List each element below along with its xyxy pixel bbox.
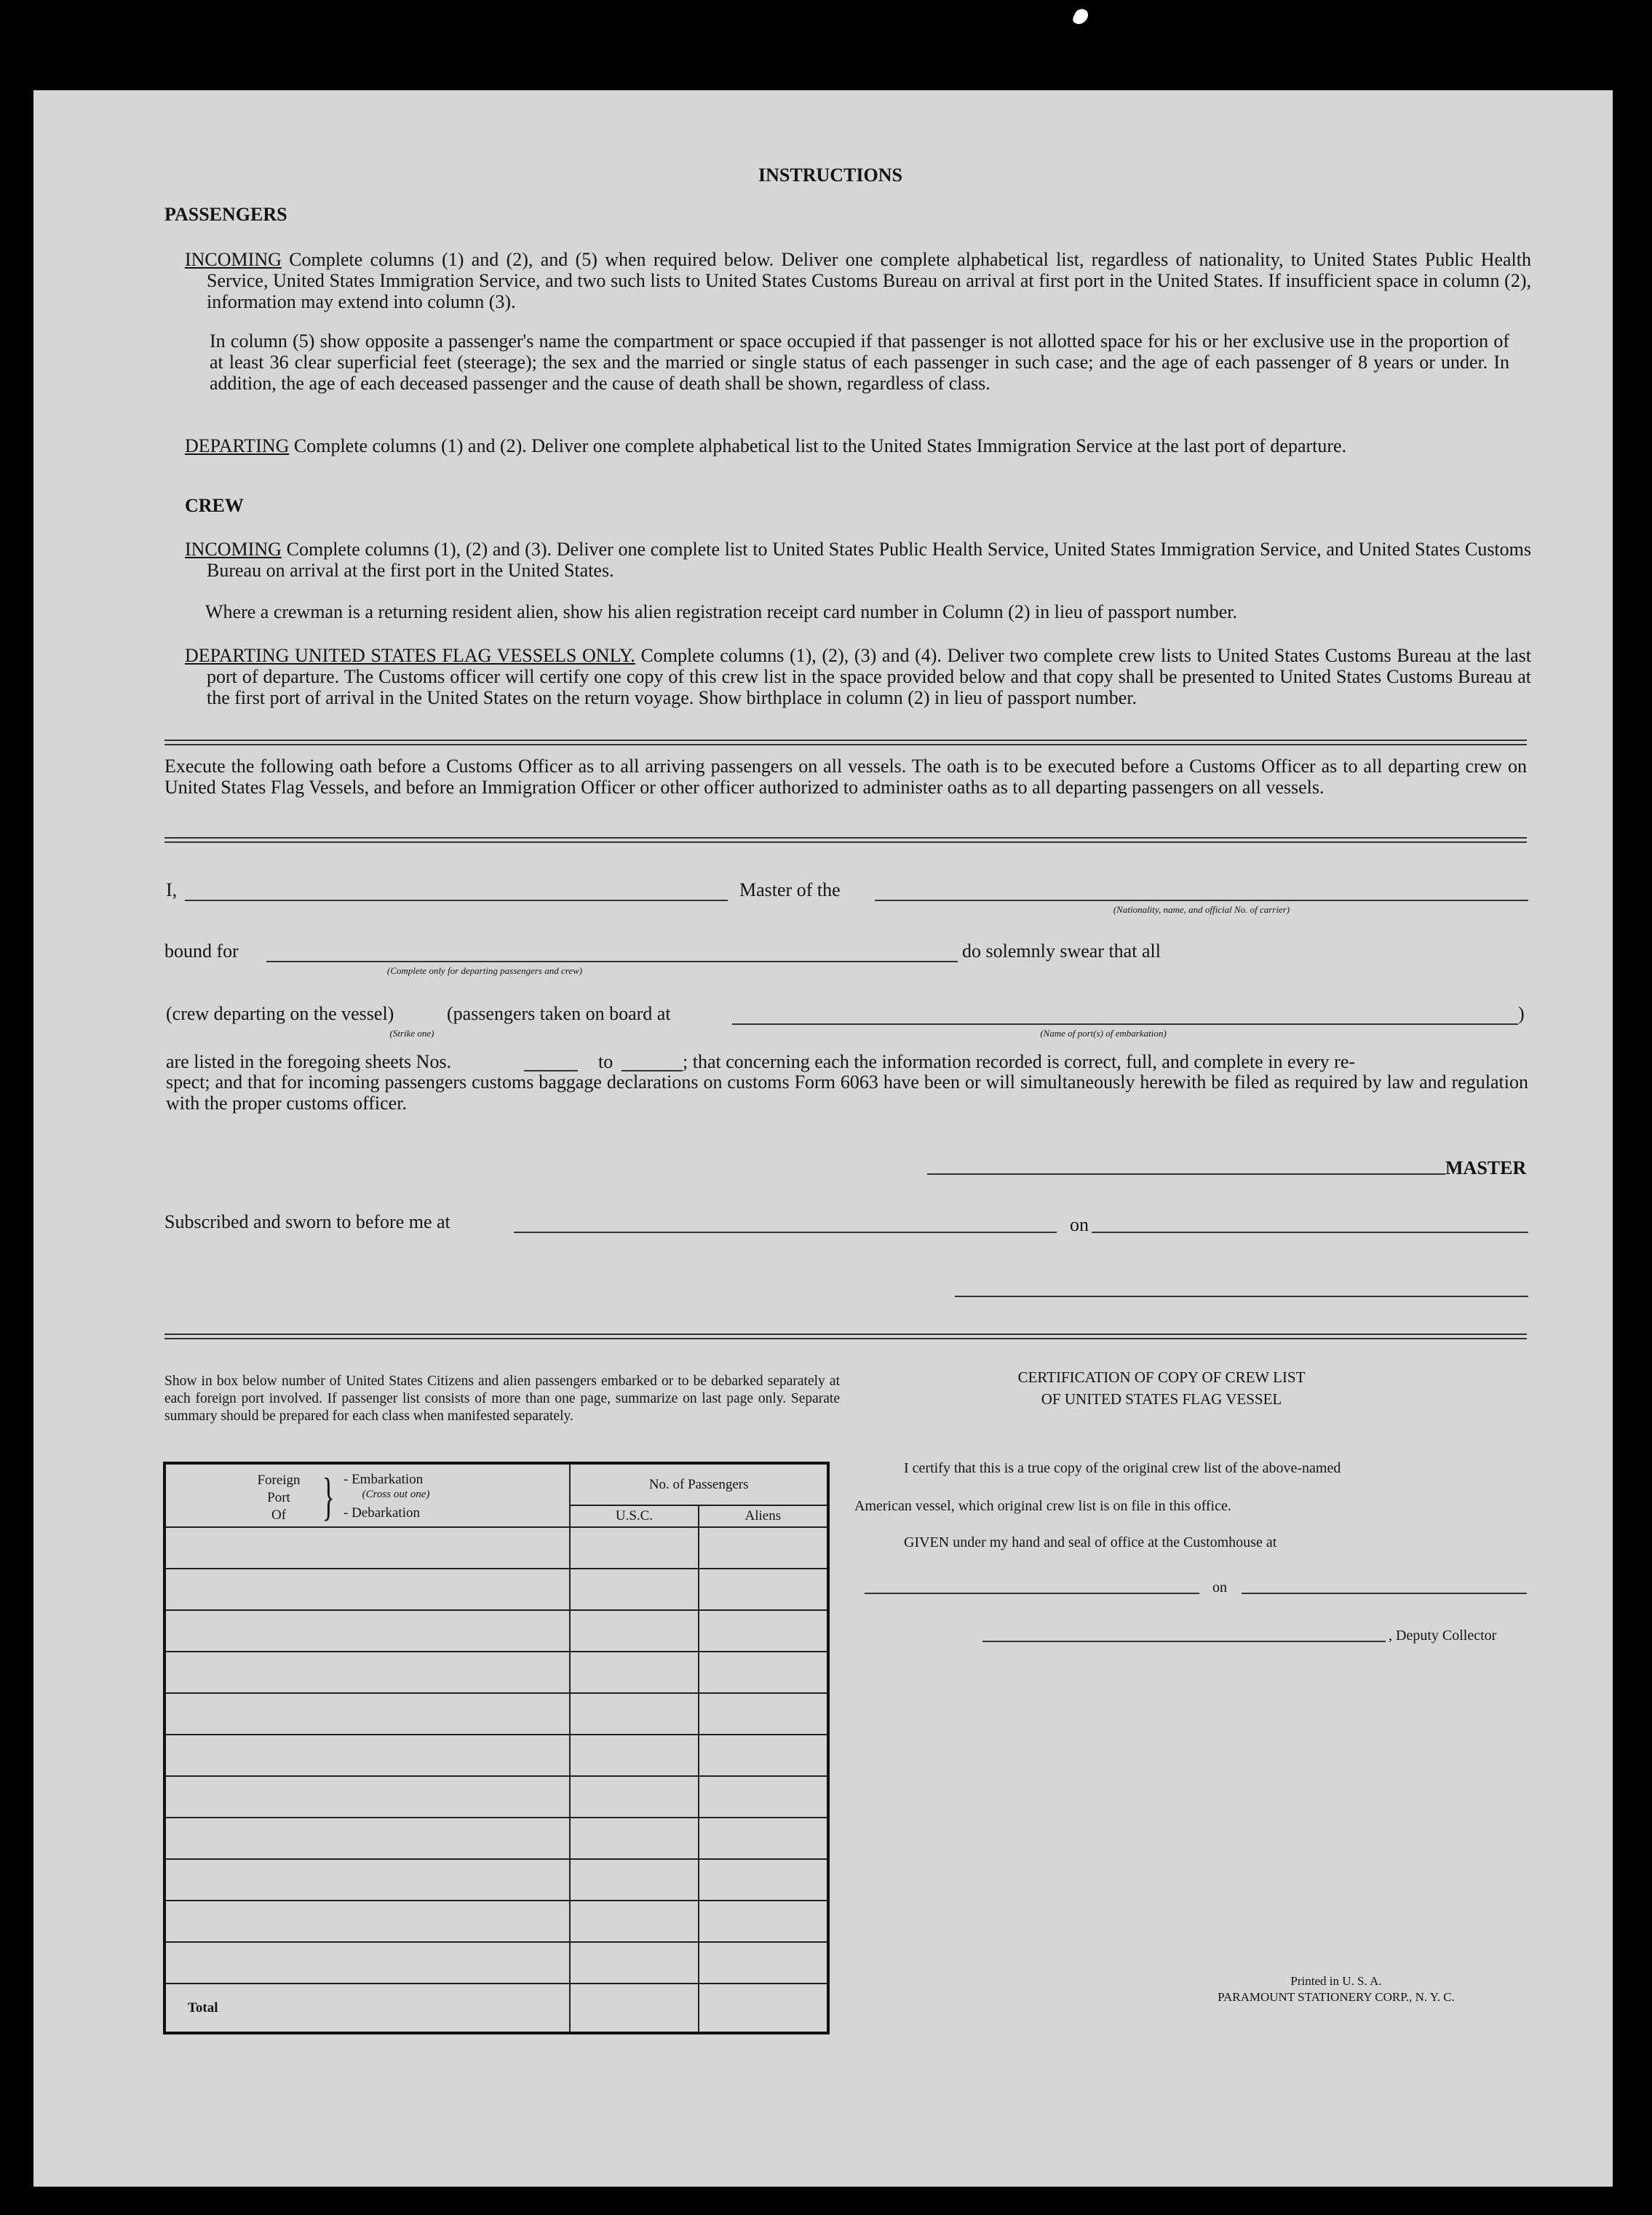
subscribed-on-label: on	[1070, 1214, 1089, 1235]
usc-header: U.S.C.	[570, 1505, 698, 1527]
table-row	[164, 1942, 828, 1984]
cross-out-label: (Cross out one)	[362, 1489, 430, 1500]
passengers-incoming-text: Complete columns (1) and (2), and (5) when required below. Deliver one complete alphabetical list, regardless of nationality, to United States Public Health Service, United States Immigration Service, and two such lists to United States Customs Bureau on arrival at first port in the United States. If insufficient space in column (2), information may extend into column (3).	[207, 249, 1531, 312]
table-row	[164, 1527, 828, 1569]
foreign-port-header	[164, 1463, 570, 1527]
master-of-the-label: Master of the	[739, 879, 841, 900]
bound-for-line[interactable]	[266, 961, 958, 962]
table-row	[164, 1693, 828, 1735]
subscribed-label: Subscribed and sworn to before me at	[164, 1211, 450, 1232]
strike-caption: (Strike one)	[389, 1028, 434, 1039]
summary-instructions: Show in box below number of United States Citizens and alien passengers embarked or to be debarked separately at each foreign port involved. If passenger list consists of more than one page, summarize on last page only. Separate summary should be prepared for each class when manifested separately.	[164, 1374, 840, 1424]
crew-incoming-text: Complete columns (1), (2) and (3). Deliver one complete list to United States Public Health Service, United States Immigration Service, and United States Customs Bureau on arrival at the first port in the United States.	[207, 539, 1531, 581]
bound-for-caption: (Complete only for departing passengers and crew)	[386, 965, 583, 976]
printer-line-1: Printed in U. S. A.	[1290, 1974, 1382, 1988]
subscribed-date-line[interactable]	[1092, 1232, 1528, 1233]
certification-on-label: on	[1212, 1580, 1227, 1596]
deputy-collector-line[interactable]	[982, 1641, 1386, 1642]
crew-incoming-label: INCOMING	[185, 539, 282, 560]
certification-title-2: OF UNITED STATES FLAG VESSEL	[1041, 1390, 1282, 1408]
passenger-summary-table	[163, 1462, 830, 2034]
crew-departing-option: (crew departing on the vessel)	[166, 1003, 394, 1024]
table-row	[164, 1776, 828, 1818]
passengers-incoming-label: INCOMING	[185, 249, 282, 270]
carrier-line[interactable]	[875, 900, 1528, 901]
debarkation-label: - Debarkation	[343, 1505, 420, 1521]
oath-instructions: Execute the following oath before a Customs Officer as to all arriving passengers on all vessels. The oath is to be executed before a Customs Officer as to all departing crew on United States Flag Vessels, and before an Immigration Officer or other officer authorized to administer oaths as to all departing passengers on all vessels.	[164, 756, 1527, 798]
table-row	[164, 1610, 828, 1652]
listed-text-b: ; that concerning each the information recorded is correct, full, and complete in every re-	[683, 1051, 1356, 1072]
crew-heading: CREW	[185, 495, 244, 516]
embarkation-label: - Embarkation	[343, 1472, 424, 1487]
listed-text-a: are listed in the foregoing sheets Nos.	[166, 1051, 452, 1072]
master-signature-line[interactable]	[927, 1173, 1445, 1175]
of-label: Of	[271, 1507, 287, 1523]
table-row	[164, 1569, 828, 1610]
passengers-taken-option: (passengers taken on board at	[447, 1003, 671, 1024]
master-label: MASTER	[1445, 1157, 1527, 1178]
table-row	[164, 1901, 828, 1942]
bound-for-label: bound for	[164, 940, 239, 962]
oath-i-label: I,	[166, 879, 178, 900]
port-caption: (Name of port(s) of embarkation)	[1040, 1028, 1167, 1039]
column-5-paragraph: In column (5) show opposite a passenger's name the compartment or space occupied if that passenger is not allotted space for his or her exclusive use in the proportion of at least 36 clear superficial feet (steerage); the sex and the married or single status of each passenger in such case; and the age of each passenger of 8 years or under. In addition, the age of each deceased passenger and the cause of death shall be shown, regardless of class.	[210, 330, 1509, 394]
master-name-line[interactable]	[185, 900, 728, 901]
crew-incoming-paragraph	[185, 539, 1531, 581]
passengers-departing-label: DEPARTING	[185, 435, 290, 456]
foreign-label: Foreign	[257, 1473, 301, 1488]
certification-title-1: CERTIFICATION OF COPY OF CREW LIST	[1017, 1368, 1306, 1386]
passengers-incoming-paragraph	[185, 249, 1531, 312]
listed-to-label: to	[598, 1051, 613, 1072]
crew-departing-label: DEPARTING UNITED STATES FLAG VESSELS ONLY.	[185, 645, 635, 666]
passengers-departing-text: Complete columns (1) and (2). Deliver one complete alphabetical list to the United States Immigration Service at the last port of departure.	[293, 435, 1347, 456]
carrier-caption: (Nationality, name, and official No. of carrier)	[1113, 904, 1290, 915]
table-row	[164, 1859, 828, 1901]
crew-departing-paragraph	[185, 645, 1531, 708]
certify-line-1: I certify that this is a true copy of the original crew list of the above-named	[904, 1460, 1341, 1476]
listed-text-c: spect; and that for incoming passengers customs baggage declarations on customs Form 6063 have been or will simultaneously herewith be filed as required by law and regulation with the proper customs officer.	[166, 1071, 1528, 1114]
page-title: INSTRUCTIONS	[758, 165, 902, 186]
brace: }	[322, 1467, 335, 1526]
certify-line-2: American vessel, which original crew list is on file in this office.	[854, 1498, 1231, 1514]
passengers-departing-paragraph	[185, 435, 1531, 456]
port-label: Port	[267, 1490, 290, 1505]
section-divider	[164, 837, 1527, 843]
table-row	[164, 1735, 828, 1776]
film-speck	[1071, 7, 1090, 27]
swear-label: do solemnly swear that all	[962, 940, 1161, 962]
table-row	[164, 1818, 828, 1859]
embarkation-port-line[interactable]	[732, 1023, 1518, 1025]
total-label: Total	[164, 1984, 570, 2033]
no-passengers-header: No. of Passengers	[570, 1463, 828, 1505]
aliens-header: Aliens	[699, 1505, 828, 1527]
given-line: GIVEN under my hand and seal of office at the Customhouse at	[904, 1534, 1277, 1550]
certification-date-line[interactable]	[1242, 1593, 1527, 1594]
form-page	[33, 90, 1613, 2187]
customhouse-line[interactable]	[865, 1593, 1199, 1594]
deputy-collector-label: , Deputy Collector	[1389, 1628, 1497, 1644]
subscribed-place-line[interactable]	[514, 1232, 1057, 1233]
officer-signature-line[interactable]	[955, 1296, 1528, 1297]
close-paren: )	[1518, 1003, 1525, 1024]
crew-resident-paragraph: Where a crewman is a returning resident alien, show his alien registration receipt card number in Column (2) in lieu of passport number.	[205, 601, 1238, 622]
total-row	[164, 1984, 828, 2033]
section-divider	[164, 1334, 1527, 1339]
crew-departing-text: Complete columns (1), (2), (3) and (4). Deliver two complete crew lists to United States Customs Bureau at the last port of departure. The Customs officer will certify one copy of this crew list in the space provided below and that copy shall be presented to United States Customs Bureau at the first port of arrival in the United States on the return voyage. Show birthplace in column (2) in lieu of passport number.	[207, 645, 1532, 708]
printer-line-2: PARAMOUNT STATIONERY CORP., N. Y. C.	[1218, 1990, 1455, 2004]
section-divider	[164, 740, 1527, 745]
table-row	[164, 1652, 828, 1693]
passengers-heading: PASSENGERS	[164, 204, 287, 225]
